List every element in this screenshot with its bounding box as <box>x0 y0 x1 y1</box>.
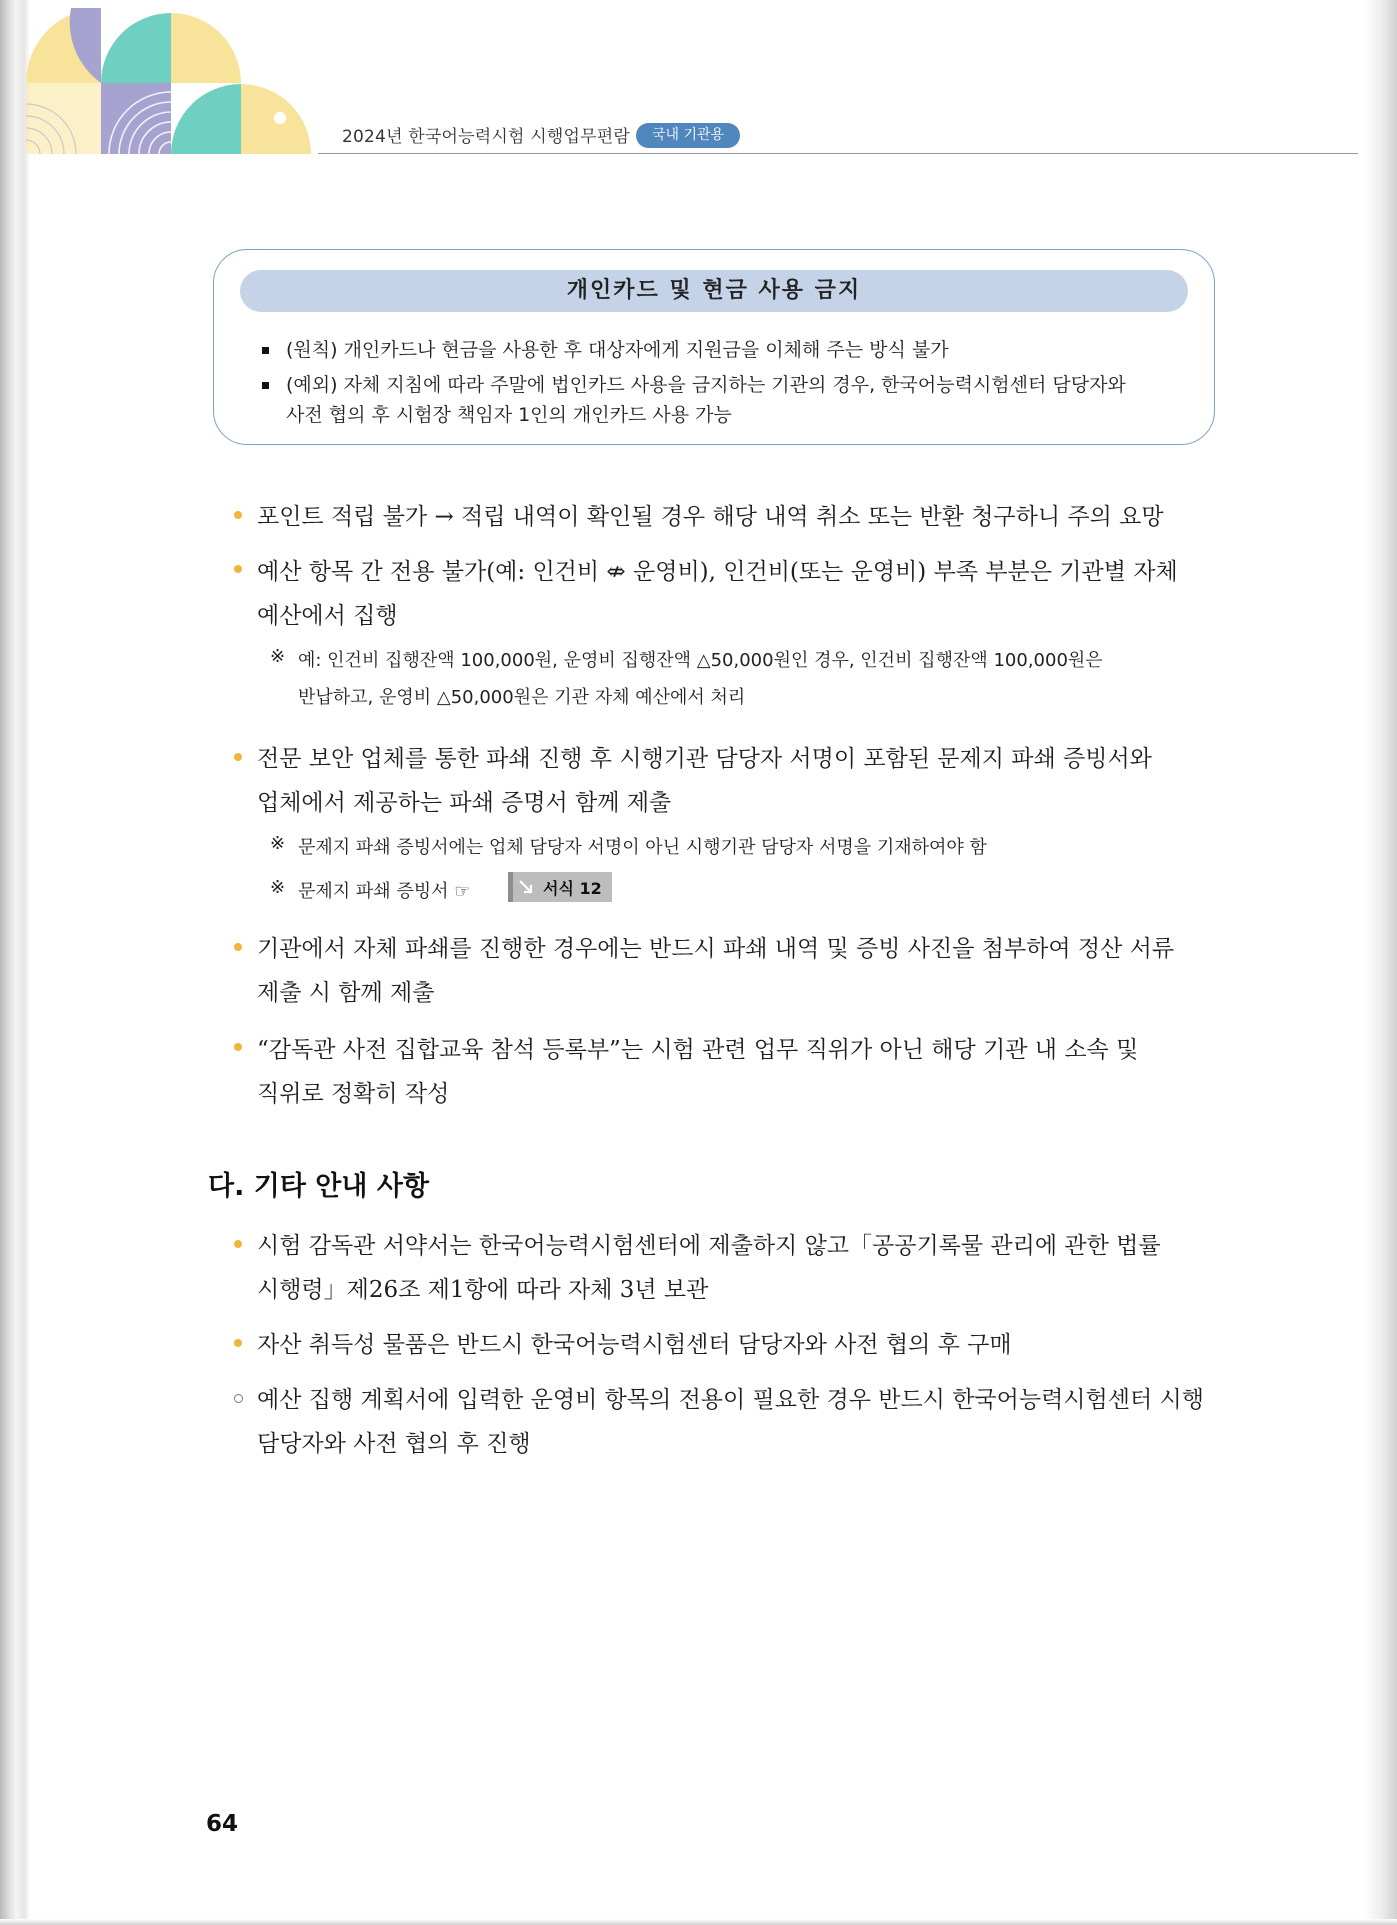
note-text: 예: 인건비 집행잔액 100,000원, 운영비 집행잔액 △50,000원인 경우, 인건비 집행잔액 100,000원은 <box>298 650 1103 671</box>
square-bullet-icon <box>262 382 269 389</box>
note-text: 문제지 파쇄 증빙서 ☞ <box>298 881 471 902</box>
page-bottom-shadow <box>0 1919 1397 1925</box>
note-mark: ※ <box>270 833 286 854</box>
section-heading: 다. 기타 안내 사항 <box>208 1171 430 1202</box>
bullet-dot-icon <box>234 511 242 519</box>
art-teal-lower-quarter <box>171 84 241 154</box>
form-reference-tag[interactable] <box>508 872 612 902</box>
body-bullet-text: 예산 집행 계획서에 입력한 운영비 항목의 전용이 필요한 경우 반드시 한국어능력시험센터 시행 <box>257 1387 1204 1413</box>
body-bullet-text: 담당자와 사전 협의 후 진행 <box>257 1431 531 1457</box>
notice-title: 개인카드 및 현금 사용 금지 <box>240 270 1188 312</box>
header-badge: 국내 기관용 <box>636 123 740 148</box>
body-bullet-text: 시행령」제26조 제1항에 따라 자체 3년 보관 <box>257 1277 709 1303</box>
bullet-dot-icon <box>234 943 242 951</box>
arrow-down-right-icon <box>517 878 535 896</box>
notice-item-text: 사전 협의 후 시험장 책임자 1인의 개인카드 사용 가능 <box>286 404 732 426</box>
header-title: 2024년 한국어능력시험 시행업무편람 <box>342 127 630 147</box>
note-text: 반납하고, 운영비 △50,000원은 기관 자체 예산에서 처리 <box>298 687 746 708</box>
body-bullet-text: 전문 보안 업체를 통한 파쇄 진행 후 시행기관 담당자 서명이 포함된 문제지 파쇄 증빙서와 <box>257 746 1152 772</box>
body-bullet-text: 제출 시 함께 제출 <box>257 980 435 1006</box>
bullet-dot-icon <box>234 753 242 761</box>
body-bullet-text: 기관에서 자체 파쇄를 진행한 경우에는 반드시 파쇄 내역 및 증빙 사진을 첨부하여 정산 서류 <box>257 936 1175 962</box>
body-bullet-text: “감독관 사전 집합교육 참석 등록부”는 시험 관련 업무 직위가 아닌 해당 기관 내 소속 및 <box>257 1037 1139 1063</box>
header-decoration-graphic <box>26 8 320 154</box>
notice-item-text: (원칙) 개인카드나 현금을 사용한 후 대상자에게 지원금을 이체해 주는 방식 불가 <box>286 339 949 361</box>
square-bullet-icon <box>262 347 269 354</box>
body-bullet-text: 시험 감독관 서약서는 한국어능력시험센터에 제출하지 않고「공공기록물 관리에 관한 법률 <box>257 1233 1161 1259</box>
page-number: 64 <box>206 1811 239 1837</box>
hollow-bullet-icon <box>234 1394 243 1403</box>
note-mark: ※ <box>270 646 286 667</box>
notice-item-text: (예외) 자체 지침에 따라 주말에 법인카드 사용을 금지하는 기관의 경우, 한국어능력시험센터 담당자와 <box>286 374 1126 396</box>
body-bullet-text: 예산 항목 간 전용 불가(예: 인건비 ⇎ 운영비), 인건비(또는 운영비) 부족 부분은 기관별 자체 <box>257 559 1178 585</box>
note-text: 문제지 파쇄 증빙서에는 업체 담당자 서명이 아닌 시행기관 담당자 서명을 기재하여야 함 <box>298 837 987 858</box>
art-white-dot <box>274 112 286 124</box>
art-teal-quarter <box>101 13 171 83</box>
art-yellow-dome <box>171 13 241 83</box>
body-bullet-text: 예산에서 집행 <box>257 603 398 629</box>
body-bullet-text: 자산 취득성 물품은 반드시 한국어능력시험센터 담당자와 사전 협의 후 구매 <box>257 1332 1012 1358</box>
bullet-dot-icon <box>234 1043 242 1051</box>
page-binding-shadow <box>0 0 30 1925</box>
note-mark: ※ <box>270 877 286 898</box>
page-edge-shadow <box>1363 0 1397 1925</box>
bullet-dot-icon <box>234 1339 242 1347</box>
bullet-dot-icon <box>234 1240 242 1248</box>
art-pale-square <box>26 83 101 154</box>
header-divider <box>318 153 1358 154</box>
form-tag-label: 서식 12 <box>543 879 602 898</box>
body-bullet-text: 포인트 적립 불가 → 적립 내역이 확인될 경우 해당 내역 취소 또는 반환 청구하니 주의 요망 <box>257 504 1164 530</box>
body-bullet-text: 직위로 정확히 작성 <box>257 1081 450 1107</box>
body-bullet-text: 업체에서 제공하는 파쇄 증명서 함께 제출 <box>257 790 672 816</box>
bullet-dot-icon <box>234 565 242 573</box>
